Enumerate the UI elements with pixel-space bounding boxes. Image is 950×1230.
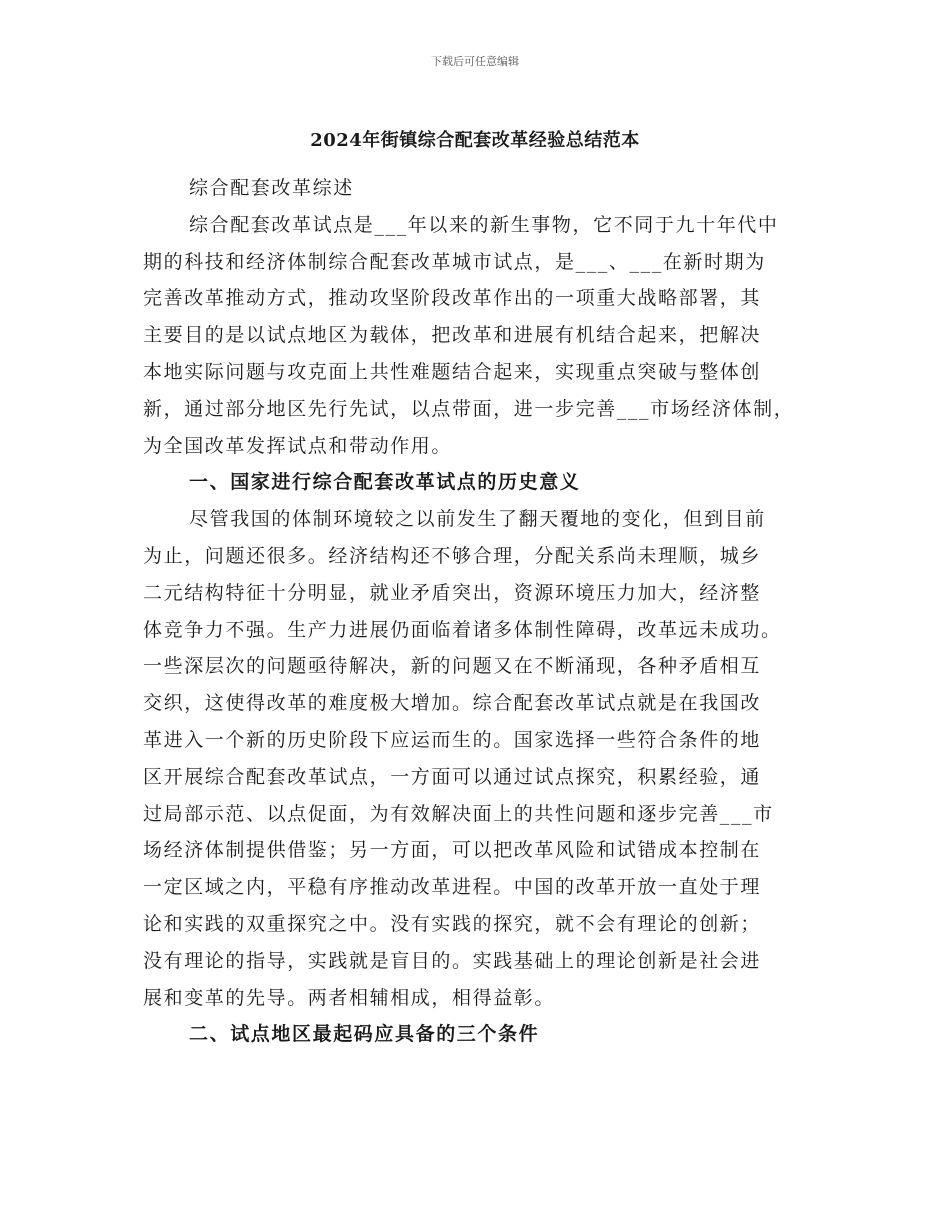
paragraph-line: 一些深层次的问题亟待解决，新的问题又在不断涌现，各种矛盾相互 xyxy=(143,655,762,678)
paragraph-line: 为止，问题还很多。经济结构还不够合理，分配关系尚未理顺，城乡 xyxy=(143,544,762,567)
paragraph-line: 为全国改革发挥试点和带动作用。 xyxy=(143,434,453,457)
header-note: 下载后可任意编辑 xyxy=(431,55,519,68)
paragraph-line: 展和变革的先导。两者相辅相成，相得益彰。 xyxy=(143,986,556,1009)
document-title: 2024年街镇综合配套改革经验总结范本 xyxy=(310,130,640,151)
paragraph-line: 场经济体制提供借鉴；另一方面，可以把改革风险和试错成本控制在 xyxy=(143,839,762,862)
paragraph-line: 过局部示范、以点促面，为有效解决面上的共性问题和逐步完善___市 xyxy=(143,802,774,825)
paragraph-line: 革进入一个新的历史阶段下应运而生的。国家选择一些符合条件的地 xyxy=(143,728,762,751)
paragraph-line: 二元结构特征十分明显，就业矛盾突出，资源环境压力加大，经济整 xyxy=(143,581,762,604)
paragraph-line: 尽管我国的体制环境较之以前发生了翻天覆地的变化，但到目前 xyxy=(189,508,766,531)
section-heading: 一、国家进行综合配套改革试点的历史意义 xyxy=(189,471,581,494)
paragraph-line: 区开展综合配套改革试点，一方面可以通过试点探究，积累经验，通 xyxy=(143,765,762,788)
paragraph-line: 体竞争力不强。生产力进展仍面临着诸多体制性障碍，改革远未成功。 xyxy=(143,618,782,641)
paragraph-line: 期的科技和经济体制综合配套改革城市试点，是___、___在新时期为 xyxy=(143,250,766,273)
paragraph-line: 主要目的是以试点地区为载体，把改革和进展有机结合起来，把解决 xyxy=(143,324,762,347)
paragraph-line: 综合配套改革试点是___年以来的新生事物，它不同于九十年代中 xyxy=(189,213,779,236)
document-body xyxy=(143,170,813,1053)
section-heading: 二、试点地区最起码应具备的三个条件 xyxy=(189,1023,540,1046)
paragraph-line: 新，通过部分地区先行先试，以点带面，进一步完善___市场经济体制， xyxy=(143,397,795,420)
paragraph-line: 本地实际问题与攻克面上共性难题结合起来，实现重点突破与整体创 xyxy=(143,360,762,383)
paragraph-line: 完善改革推动方式，推动攻坚阶段改革作出的一项重大战略部署，其 xyxy=(143,287,762,310)
paragraph-line: 综合配套改革综述 xyxy=(189,177,354,199)
paragraph-line: 没有理论的指导，实践就是盲目的。实践基础上的理论创新是社会进 xyxy=(143,949,762,972)
paragraph-line: 交织，这使得改革的难度极大增加。综合配套改革试点就是在我国改 xyxy=(143,692,762,715)
paragraph-line: 一定区域之内，平稳有序推动改革进程。中国的改革开放一直处于理 xyxy=(143,876,762,899)
paragraph-line: 论和实践的双重探究之中。没有实践的探究，就不会有理论的创新； xyxy=(143,912,762,935)
